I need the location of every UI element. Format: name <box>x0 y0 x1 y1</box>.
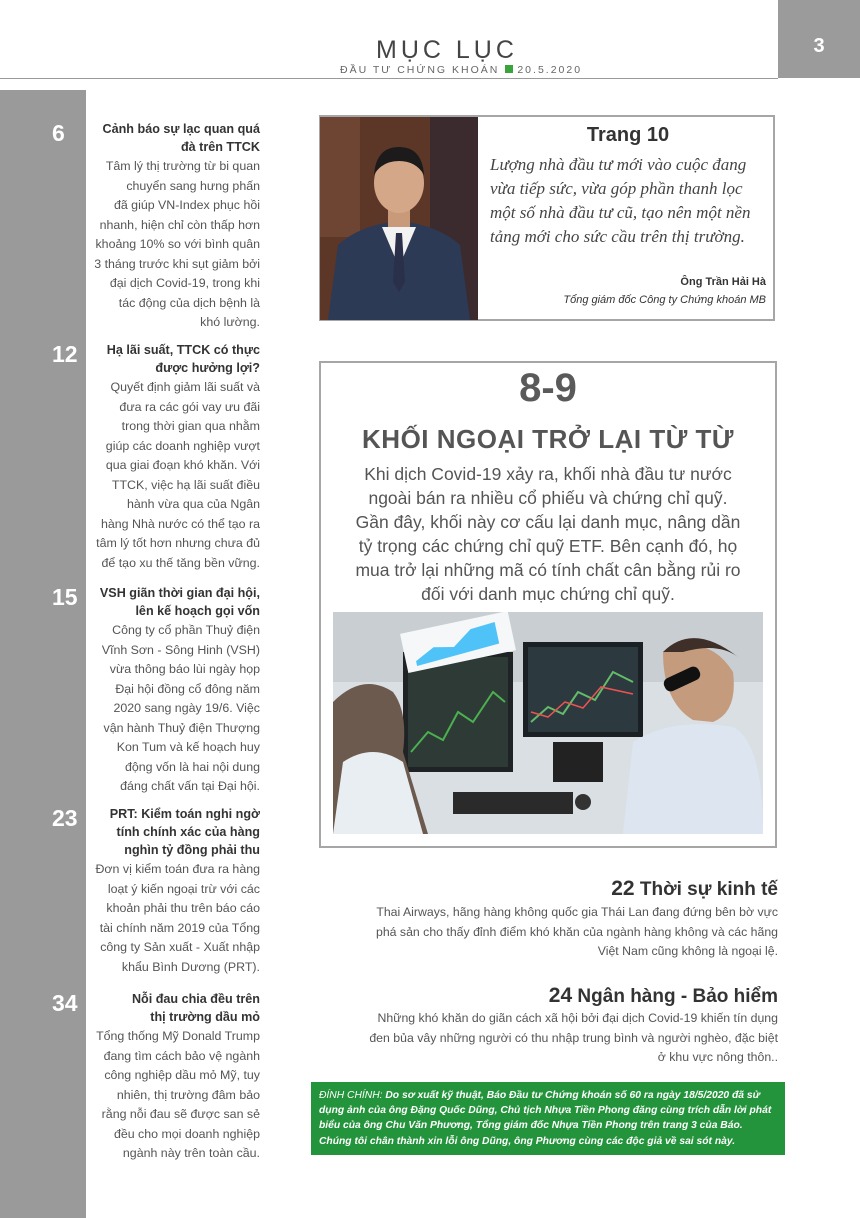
news-summary: Thai Airways, hãng hàng không quốc gia Thái Lan đang đứng bên bờ vực phá sản cho thấy đỉnh điểm khó khăn của ngành hàng không và các hãng Việt Nam cũng không là ngoại lệ. <box>376 905 778 958</box>
feature-summary: Khi dịch Covid-19 xảy ra, khối nhà đầu tư nước ngoài bán ra nhiều cổ phiếu và chứng chỉ quỹ. Gần đây, khối này cơ cấu lại danh mục, nâng dần tỷ trọng các chứng chỉ quỹ ETF. Bên cạnh đó, họ mua trở lại những mã có tính chất cân bằng rủi ro đối với danh mục chứng chỉ quỹ. <box>355 464 741 604</box>
toc-title: VSH giãn thời gian đại hội, lên kế hoạch gọi vốn <box>99 586 260 618</box>
toc-description: Quyết định giảm lãi suất và đưa ra các gói vay ưu đãi trong thời gian qua nhằm giúp các doanh nghiệp vượt qua giai đoạn khó khăn. Với TTCK, việc hạ lãi suất điều hành vừa qua của Ngân hàng Nhà nước có thể tạo ra tâm lý tốt hơn nhưng chưa đủ để tạo xu thế tăng bền vững. <box>96 380 260 570</box>
news-section: Thời sự kinh tế <box>639 879 778 900</box>
toc-page-number: 12 <box>52 341 78 367</box>
green-square-icon <box>505 65 513 73</box>
correction-label: ĐÍNH CHÍNH: <box>319 1090 383 1101</box>
feature-title[interactable]: KHỐI NGOẠI TRỞ LẠI TỪ TỪ <box>362 424 734 454</box>
quote-author-role: Tổng giám đốc Công ty Chứng khoán MB <box>563 294 766 306</box>
quote-text: Lượng nhà đầu tư mới vào cuộc đang vừa tiếp sức, vừa góp phần thanh lọc một số nhà đầu tư cũ, tạo nên một nền tảng mới cho sức cầu trên thị trường. <box>490 155 751 246</box>
toc-page-number: 34 <box>52 990 78 1016</box>
news-page-number: 24 <box>548 984 573 1007</box>
issue-date: 20.5.2020 <box>517 64 583 76</box>
toc-entry[interactable] <box>52 120 260 333</box>
portrait-illustration <box>320 117 478 320</box>
header-divider <box>0 78 778 79</box>
portrait-photo <box>320 117 478 320</box>
toc-description: Tổng thống Mỹ Donald Trump đang tìm cách bảo vệ ngành công nghiệp dầu mỏ Mỹ, tuy nhiên, thị trường đâm bảo rằng nỗi đau sẽ được san sẻ đều cho mọi doanh nghiệp ngành này trên toàn cầu. <box>96 1029 260 1160</box>
page-number: 3 <box>778 0 860 78</box>
toc-entry[interactable] <box>52 341 260 573</box>
toc-description: Công ty cổ phần Thuỷ điện Vĩnh Sơn - Sông Hinh (VSH) vừa thông báo lùi ngày họp Đại hội đồng cổ đông năm 2020 sang ngày 19/6. Việc vận hành Thuỷ điện Thượng Kon Tum và kế hoạch huy động vốn là hai nội dung đáng chất vấn tại Đại hội. <box>101 623 260 793</box>
feature-page-numbers: 8-9 <box>519 366 577 410</box>
toc-page-number: 23 <box>52 805 78 831</box>
quote-heading: Trang 10 <box>586 124 670 146</box>
news-heading[interactable] <box>338 984 778 1008</box>
toc-title: PRT: Kiểm toán nghi ngờ tính chính xác của hàng nghìn tỷ đồng phải thu <box>109 807 260 857</box>
toc-title: Hạ lãi suất, TTCK có thực được hưởng lợi? <box>106 343 260 375</box>
toc-title: Cảnh báo sự lạc quan quá đà trên TTCK <box>102 122 260 154</box>
toc-entry[interactable] <box>52 805 260 977</box>
toc-title: Nỗi đau chia đều trên thị trường dầu mỏ <box>131 992 260 1024</box>
page-title: MỤC LỤC <box>376 36 518 64</box>
publication-line <box>340 64 582 76</box>
news-heading[interactable] <box>338 877 778 901</box>
toc-entry[interactable] <box>52 584 260 797</box>
toc-description: Tâm lý thị trường từ bi quan chuyển sang hưng phấn đã giúp VN-Index phục hồi nhanh, hiện chỉ còn thấp hơn khoảng 10% so với bình quân 3 tháng trước khi sụt giảm bởi đại dịch Covid-19, trong khi tác động của dịch bệnh là khó lường. <box>94 159 260 329</box>
toc-entry[interactable] <box>52 990 260 1164</box>
news-page-number: 22 <box>611 877 635 900</box>
trading-room-illustration <box>333 612 763 834</box>
trading-room-photo <box>333 612 763 834</box>
publication-name: ĐẦU TƯ CHỨNG KHOÁN <box>340 64 500 76</box>
news-section: Ngân hàng - Bảo hiểm <box>577 986 778 1007</box>
toc-description: Đơn vị kiểm toán đưa ra hàng loạt ý kiến ngoại trừ với các khoản phải thu trên báo cáo tài chính năm 2019 của Tổng công ty Sản xuất - Xuất nhập khẩu Bình Dương (PRT). <box>95 862 260 974</box>
correction-notice: ĐÍNH CHÍNH: Do sơ xuất kỹ thuật, Báo Đầu tư Chứng khoán số 60 ra ngày 18/5/2020 đã sử dụng ảnh của ông Đặng Quốc Dũng, Chủ tịch Nhựa Tiền Phong đăng cùng trích dẫn lời phát biểu của ông Chu Văn Phương, Tổng giám đốc Nhựa Tiền Phong trên trang 3 của Báo. Chúng tôi chân thành xin lỗi ông Dũng, ông Phương cùng các độc giả về sai sót này. <box>311 1082 785 1155</box>
quote-author: Ông Trần Hải Hà <box>680 276 766 288</box>
toc-page-number: 15 <box>52 584 78 610</box>
news-summary: Những khó khăn do giãn cách xã hội bởi đại dịch Covid-19 khiến tín dụng đen bủa vây những người có thu nhập trung bình và người nghèo, đặc biệt ở khu vực nông thôn.. <box>369 1011 778 1064</box>
toc-page-number: 6 <box>52 120 65 146</box>
